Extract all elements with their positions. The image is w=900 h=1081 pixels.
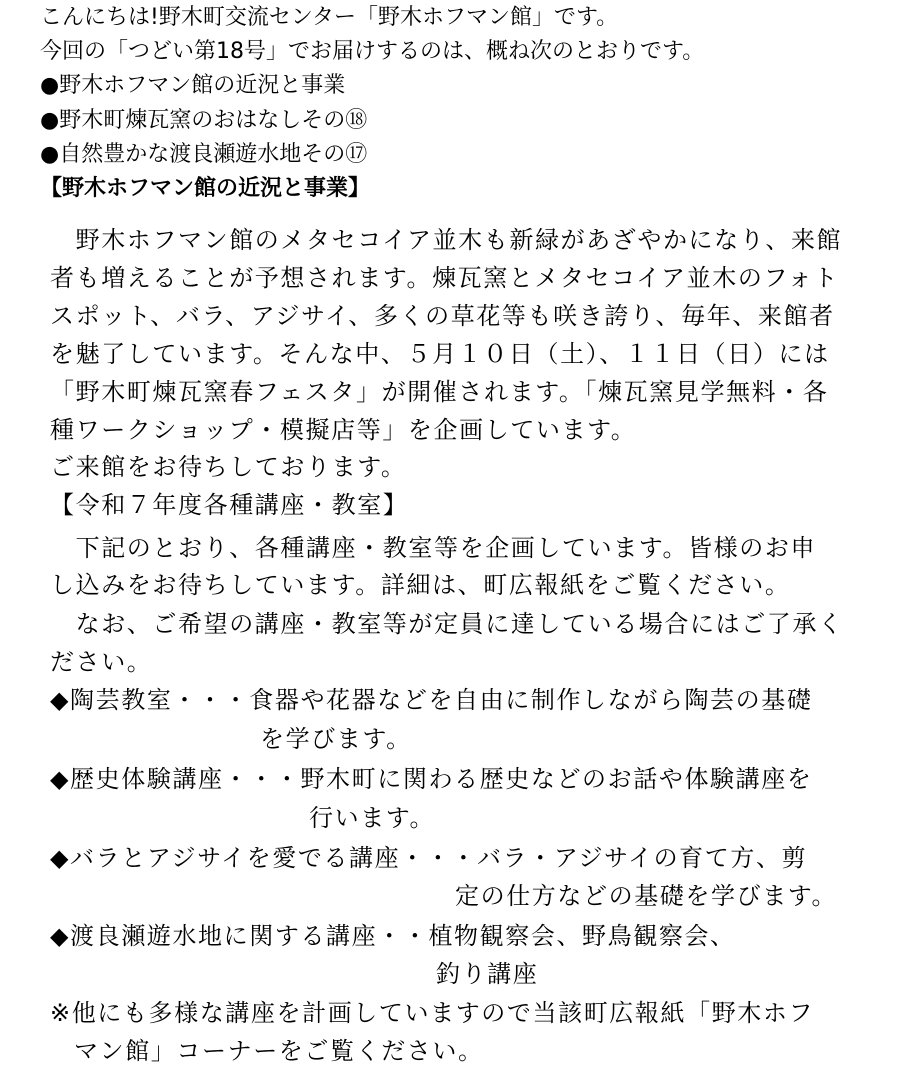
paragraph-line: を魅了しています。そんな中、５月１０日（土）、１１日（日）には xyxy=(50,340,830,368)
course-item-line: 行います。 xyxy=(309,804,436,832)
courses-note-line: なお、ご希望の講座・教室等が定員に達している場合にはご了承く xyxy=(50,610,844,638)
summary-line: 今回の「つどい第18号」でお届けするのは、概ね次のとおりです。 xyxy=(40,39,705,64)
paragraph-line: 「野木町煉瓦窯春フェスタ」が開催されます。「煉瓦窯見学無料・各 xyxy=(50,378,829,406)
course-item-line: 釣り講座 xyxy=(436,960,539,988)
toc-item: ●野木ホフマン館の近況と事業 xyxy=(40,73,346,98)
course-item-line: 定の仕方などの基礎を学びます。 xyxy=(455,882,838,910)
course-item-line: を学びます。 xyxy=(260,725,412,753)
courses-note-line: ださい。 xyxy=(50,648,153,676)
section-heading: 【野木ホフマン館の近況と事業】 xyxy=(40,176,371,201)
toc-item: ●自然豊かな渡良瀬遊水地その⑰ xyxy=(40,142,368,167)
closing-line: ご来館をお待ちしております。 xyxy=(50,453,407,481)
courses-intro-line: し込みをお待ちしています。詳細は、町広報紙をご覧ください。 xyxy=(50,571,791,599)
course-item-line: ◆渡良瀬遊水地に関する講座・・植物観察会、野鳥観察会、 xyxy=(50,922,736,950)
footer-note-line: マン館」コーナーをご覧ください。 xyxy=(74,1037,484,1065)
paragraph-line: 野木ホフマン館のメタセコイア並木も新緑があざやかになり、来館 xyxy=(50,226,843,254)
courses-intro-line: 下記のとおり、各種講座・教室等を企画しています。皆様のお申 xyxy=(50,534,817,562)
course-item-line: ◆歴史体験講座・・・野木町に関わる歴史などのお話や体験講座を xyxy=(50,765,813,793)
greeting-line: こんにちは!野木町交流センター「野木ホフマン館」です。 xyxy=(40,5,619,30)
paragraph-line: 種ワークショップ・模擬店等」を企画しています。 xyxy=(50,416,637,444)
course-item-line: ◆陶芸教室・・・食器や花器などを自由に制作しながら陶芸の基礎 xyxy=(50,686,813,714)
footer-note-line: ※他にも多様な講座を計画していますので当該町広報紙「野木ホフ xyxy=(50,999,815,1027)
course-item-line: ◆バラとアジサイを愛でる講座・・・バラ・アジサイの育て方、剪 xyxy=(50,844,808,872)
paragraph-line: スポット、バラ、アジサイ、多くの草花等も咲き誇り、毎年、来館者 xyxy=(50,302,835,330)
toc-item: ●野木町煉瓦窯のおはなしその⑱ xyxy=(40,108,368,133)
paragraph-line: 者も増えることが予想されます。煉瓦窯とメタセコイア並木のフォト xyxy=(50,264,840,292)
courses-heading: 【令和７年度各種講座・教室】 xyxy=(50,491,409,519)
